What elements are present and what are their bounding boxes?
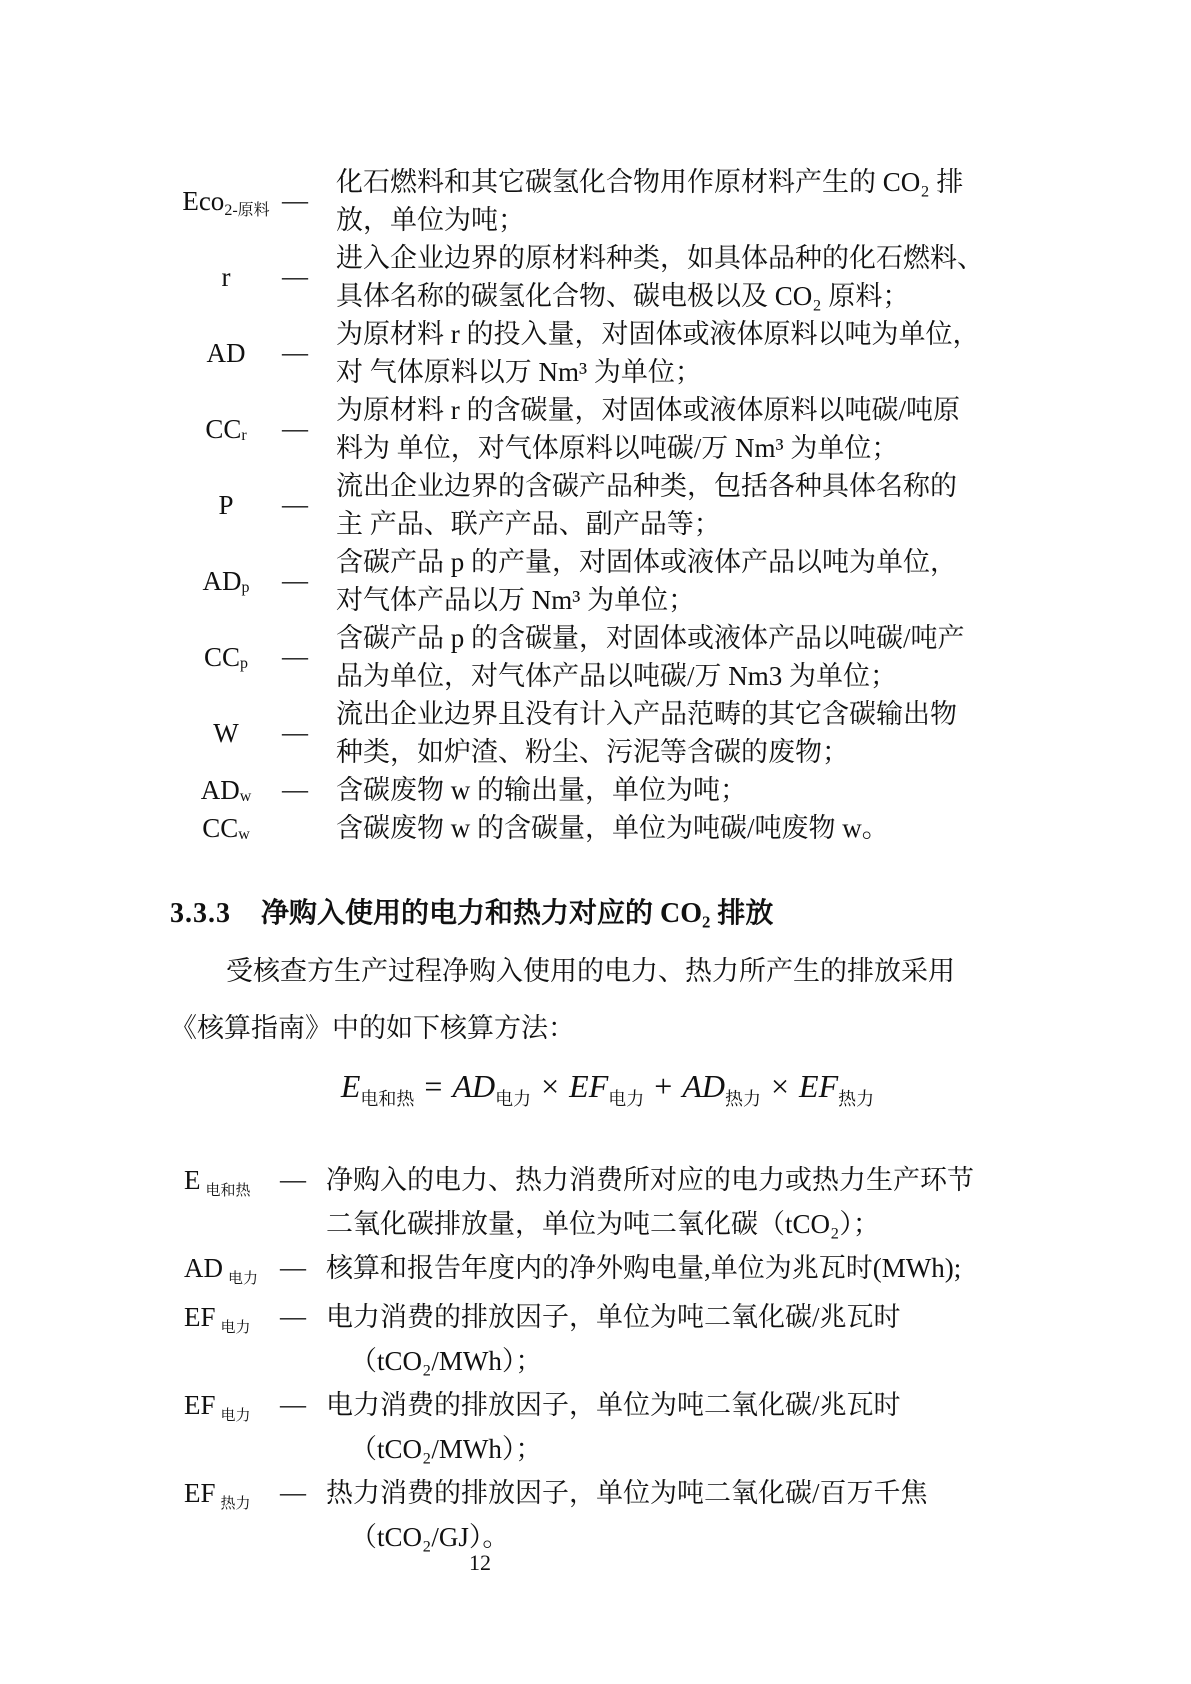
symbol-base: AD [206, 337, 246, 368]
symbol-subscript: 电力 [220, 1408, 251, 1424]
definition-line: 主 产品、联产产品、副产品等； [336, 509, 721, 539]
definition-text [326, 1383, 1050, 1471]
definition-row [170, 1295, 1050, 1383]
definition-row [170, 1158, 1050, 1246]
dash-separator: — [282, 490, 308, 519]
symbol-base: AD [200, 774, 240, 805]
symbol-label [170, 414, 282, 445]
symbol-definition-table-top [170, 163, 1045, 847]
definition-line: （tCO₂/MWh）； [350, 1346, 543, 1376]
formula-term [569, 1068, 645, 1109]
definition-text [326, 1295, 1050, 1383]
definition-row [170, 467, 1045, 543]
definition-line: 对 气体原料以万 Nm³ 为单位； [336, 357, 702, 387]
formula-term [682, 1068, 761, 1109]
formula-term [340, 1068, 415, 1109]
definition-line: 具体名称的碳氢化合物、碳电极以及 CO₂ 原料； [336, 281, 910, 311]
formula-term-base: AD [682, 1068, 725, 1104]
definition-line: 含碳产品 p 的含碳量，对固体或液体产品以吨碳/吨产 [336, 623, 965, 653]
symbol-base: CC [203, 641, 241, 672]
dash-separator: — [280, 1165, 306, 1194]
symbol-subscript: 电和热 [205, 1183, 251, 1199]
symbol-base: EF [184, 1390, 216, 1420]
paragraph-line: 《核算指南》中的如下核算方法： [170, 1013, 575, 1043]
dash-separator: — [280, 1302, 306, 1331]
section-heading [170, 891, 773, 931]
formula-term-subscript: 电和热 [360, 1089, 415, 1109]
definition-row [170, 1246, 1050, 1295]
definition-row [170, 163, 1045, 239]
definition-line: 种类，如炉渣、粉尘、污泥等含碳的废物； [336, 737, 849, 767]
definition-line: 放，单位为吨； [336, 205, 525, 235]
formula-term-subscript: 电力 [608, 1089, 645, 1109]
symbol-label [170, 718, 282, 749]
definition-row [170, 1471, 1050, 1559]
symbol-label [170, 186, 282, 217]
definition-line: 含碳废物 w 的含碳量，单位为吨碳/吨废物 w。 [336, 813, 889, 843]
formula-term [452, 1068, 532, 1109]
definition-text [336, 695, 1045, 771]
formula-operator: × [770, 1068, 790, 1104]
symbol-base: AD [202, 565, 242, 596]
definition-line: 电力消费的排放因子，单位为吨二氧化碳/兆瓦时 [326, 1302, 901, 1332]
dash-separator: — [280, 1478, 306, 1507]
symbol-base: P [218, 489, 234, 520]
definition-line: 对气体产品以万 Nm³ 为单位； [336, 585, 696, 615]
formula-term-subscript: 电力 [495, 1089, 532, 1109]
symbol-subscript: p [241, 579, 250, 596]
body-paragraph [170, 943, 1050, 1057]
symbol-subscript: 2-原料 [224, 201, 270, 219]
symbol-subscript: 电力 [220, 1320, 251, 1336]
definition-text [336, 467, 1045, 543]
symbol-label [170, 1295, 280, 1344]
definition-text [336, 809, 1045, 847]
dash-separator: — [282, 186, 308, 215]
section-number: 3.3.3 [170, 898, 231, 929]
symbol-label [170, 1246, 280, 1295]
definition-row [170, 695, 1045, 771]
definition-line: 含碳废物 w 的输出量，单位为吨； [336, 775, 747, 805]
symbol-label [170, 1158, 280, 1207]
definition-line: （tCO₂/MWh）； [350, 1434, 543, 1464]
definition-text [326, 1471, 1050, 1559]
dash-separator: — [280, 1390, 306, 1419]
definition-line: 热力消费的排放因子，单位为吨二氧化碳/百万千焦 [326, 1478, 928, 1508]
definition-row [170, 239, 1045, 315]
symbol-base: EF [184, 1478, 216, 1508]
definition-text [336, 771, 1045, 809]
definition-text [336, 315, 1045, 391]
symbol-base: E [184, 1165, 201, 1195]
dash-separator: — [282, 642, 308, 671]
dash-separator: — [280, 1253, 306, 1282]
dash-separator: — [282, 718, 308, 747]
symbol-base: r [221, 261, 231, 292]
page-number: 12 [469, 1550, 491, 1575]
definition-line: 为原材料 r 的含碳量，对固体或液体原料以吨碳/吨原 [336, 395, 960, 425]
definition-row [170, 809, 1045, 847]
formula-operator: + [654, 1068, 673, 1104]
symbol-base: EF [184, 1302, 216, 1332]
symbol-label [170, 566, 282, 597]
symbol-base: W [213, 717, 239, 748]
definition-text [336, 239, 1045, 315]
formula-term-subscript: 热力 [838, 1089, 875, 1109]
definition-text [336, 619, 1045, 695]
definition-text [326, 1246, 1050, 1290]
formula-term [799, 1068, 875, 1109]
formula-term-base: E [340, 1068, 361, 1104]
symbol-label [170, 1383, 280, 1432]
definition-line: 含碳产品 p 的产量，对固体或液体产品以吨为单位， [336, 547, 957, 577]
definition-line: 料为 单位，对气体原料以吨碳/万 Nm³ 为单位； [336, 433, 899, 463]
symbol-base: CC [202, 812, 239, 843]
definition-line: 二氧化碳排放量，单位为吨二氧化碳（tCO₂）； [326, 1209, 880, 1239]
symbol-label [170, 775, 282, 806]
definition-row [170, 315, 1045, 391]
definition-row [170, 543, 1045, 619]
symbol-base: AD [184, 1253, 223, 1283]
symbol-subscript: w [238, 826, 250, 843]
definition-line: 进入企业边界的原材料种类，如具体品种的化石燃料、 [336, 243, 984, 273]
symbol-label [170, 262, 282, 293]
symbol-subscript: p [240, 655, 249, 672]
definition-line: 核算和报告年度内的净外购电量,单位为兆瓦时(MWh); [326, 1253, 962, 1283]
dash-separator: — [282, 338, 308, 367]
symbol-label [170, 813, 282, 844]
dash-separator: — [282, 775, 308, 804]
formula-term-subscript: 热力 [724, 1089, 761, 1109]
dash-separator: — [282, 262, 308, 291]
symbol-label [170, 338, 282, 369]
symbol-label [170, 1471, 280, 1520]
symbol-subscript: 热力 [220, 1496, 251, 1512]
definition-line: 电力消费的排放因子，单位为吨二氧化碳/兆瓦时 [326, 1390, 901, 1420]
definition-line: 品为单位，对气体产品以吨碳/万 Nm3 为单位； [336, 661, 898, 691]
symbol-label [170, 642, 282, 673]
symbol-base: CC [205, 413, 242, 444]
definition-row [170, 771, 1045, 809]
definition-line: 净购入的电力、热力消费所对应的电力或热力生产环节 [326, 1165, 974, 1195]
definition-line: （tCO₂/GJ）。 [350, 1522, 510, 1552]
definition-line: 化石燃料和其它碳氢化合物用作原材料产生的 CO₂ 排 [336, 167, 964, 197]
definition-row [170, 619, 1045, 695]
symbol-label [170, 490, 282, 521]
definition-text [326, 1158, 1050, 1246]
emission-formula [170, 1068, 1045, 1109]
dash-separator: — [282, 566, 308, 595]
definition-text [336, 543, 1045, 619]
definition-row [170, 1383, 1050, 1471]
formula-operator: × [541, 1068, 560, 1104]
formula-term-base: EF [569, 1068, 609, 1104]
definition-line: 流出企业边界且没有计入产品范畴的其它含碳输出物 [336, 699, 957, 729]
definition-line: 为原材料 r 的投入量，对固体或液体原料以吨为单位， [336, 319, 980, 349]
definition-text [336, 163, 1045, 239]
formula-term-base: EF [799, 1068, 839, 1104]
symbol-base: Eco [182, 185, 225, 216]
definition-line: 流出企业边界的含碳产品种类，包括各种具体名称的 [336, 471, 957, 501]
dash-separator: — [282, 414, 308, 443]
formula-operator: = [424, 1068, 443, 1104]
symbol-subscript: 电力 [228, 1271, 259, 1287]
formula-term-base: AD [452, 1068, 496, 1104]
definition-text [336, 391, 1045, 467]
symbol-subscript: w [239, 788, 252, 805]
symbol-subscript: r [241, 427, 247, 444]
symbol-definition-table-bottom [170, 1158, 1050, 1559]
paragraph-line: 受核查方生产过程净购入使用的电力、热力所产生的排放采用 [226, 956, 955, 986]
section-title: 净购入使用的电力和热力对应的 CO₂ 排放 [261, 898, 774, 929]
definition-row [170, 391, 1045, 467]
